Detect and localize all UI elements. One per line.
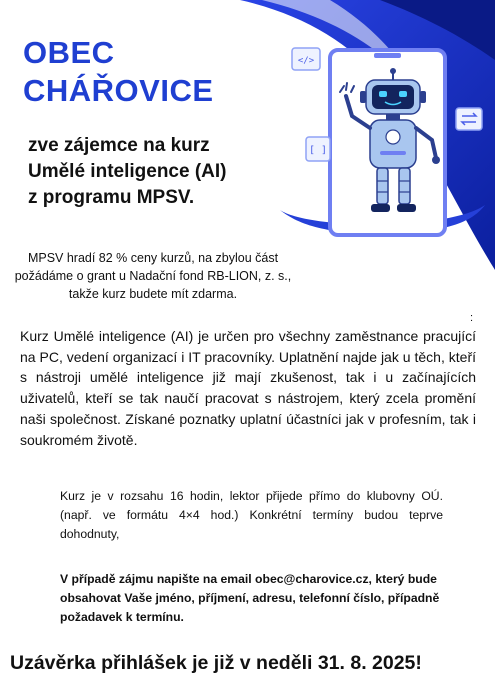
subtitle-line-1: zve zájemce na kurz xyxy=(28,135,210,156)
subtitle-line-2: Umělé inteligence (AI) xyxy=(28,161,227,182)
code-tag-icon xyxy=(292,48,320,70)
invitation-subtitle xyxy=(28,133,227,211)
application-deadline: Uzávěrka přihlášek je již v neděli 31. 8. 2025! xyxy=(10,652,422,674)
funding-note: MPSV hradí 82 % ceny kurzů, na zbylou část požádáme o grant u Nadační fond RB-LION, z. s., takže kurz budete mít zdarma. xyxy=(14,250,292,301)
contact-info: V případě zájmu napište na email obec@charovice.cz, který bude obsahovat Vaše jméno, příjmení, adresu, telefonní číslo, případně požadavek k termínu. xyxy=(60,572,440,624)
arrows-icon xyxy=(456,108,482,130)
course-description: Kurz Umělé inteligence (AI) je určen pro všechny zaměstnance pracující na PC, vedení organizací i IT pracovníky. Uplatnění najde jak u těch, kteří s nástroji umělé inteligence již mají zkušenost, tak i u začínajících uživatelů, kteří se tak naučí pracovat s nástrojem, který zcela promění naši společnost. Získané poznatky uplatní účastníci jak v profesním, tak i soukromém životě. xyxy=(20,328,476,448)
page-title xyxy=(23,34,214,110)
title-line-2: CHÁŘOVICE xyxy=(23,73,214,108)
title-line-1: OBEC xyxy=(23,35,115,70)
course-details: Kurz je v rozsahu 16 hodin, lektor přijede přímo do klubovny OÚ. (např. ve formátu 4×4 hod.) Konkrétní termíny budou teprve dohodnuty, xyxy=(60,489,443,541)
brackets-icon xyxy=(306,137,330,161)
svg-text:</>: </> xyxy=(297,56,315,66)
subtitle-line-3: z programu MPSV. xyxy=(28,187,195,208)
svg-text:[ ]: [ ] xyxy=(308,145,328,156)
stray-colon: : xyxy=(470,312,474,324)
